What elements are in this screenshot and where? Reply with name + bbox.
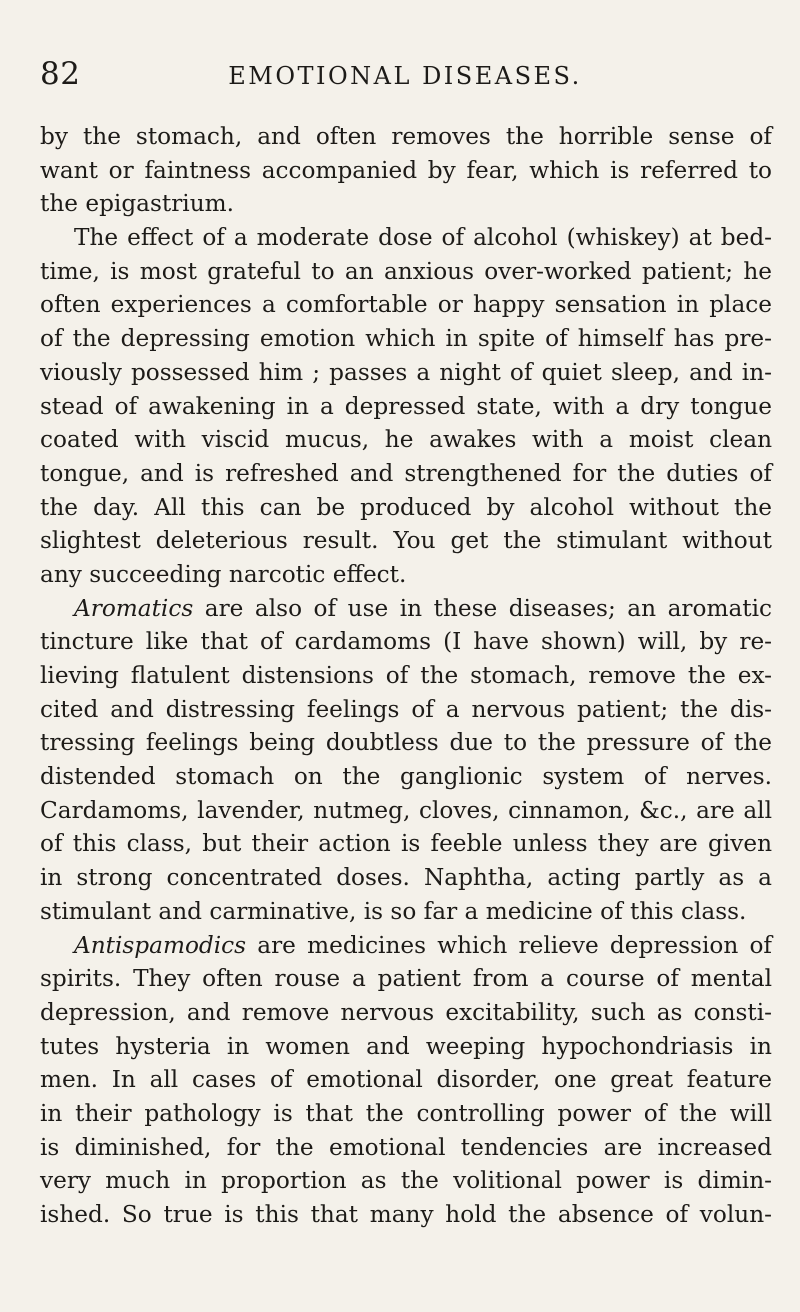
text-line: viously possessed him ; passes a night of quiet sleep, and in-	[40, 358, 772, 386]
running-header	[40, 56, 770, 92]
text-line: very much in proportion as the volitional power is dimin-	[40, 1167, 772, 1195]
text-line: tongue, and is refreshed and strengthened for the duties of	[40, 459, 772, 487]
running-title: EMOTIONAL DISEASES.	[228, 62, 582, 90]
text-line: depression, and remove nervous excitability, such as consti-	[40, 998, 772, 1026]
text-line: time, is most grateful to an anxious over-worked patient; he	[40, 257, 772, 285]
text-line: Cardamoms, lavender, nutmeg, cloves, cinnamon, &c., are all	[40, 796, 772, 824]
text-line: stimulant and carminative, is so far a medicine of this class.	[40, 897, 747, 925]
text-line: spirits. They often rouse a patient from a course of mental	[40, 965, 772, 993]
text-line: lieving flatulent distensions of the stomach, remove the ex-	[40, 662, 772, 689]
text-line: slightest deleterious result. You get the stimulant without	[40, 527, 772, 555]
text-line: men. In all cases of emotional disorder, one great feature	[40, 1066, 772, 1094]
italic-term: Antispamodics	[74, 931, 247, 959]
body-text	[40, 120, 772, 1232]
text-line: Aromatics are also of use in these diseases; an aromatic	[74, 594, 772, 622]
page-number: 82	[40, 56, 81, 92]
text-line: The effect of a moderate dose of alcohol (whiskey) at bed-	[74, 224, 772, 252]
text-line: by the stomach, and often removes the horrible sense of	[40, 123, 772, 150]
text-line: stead of awakening in a depressed state, with a dry tongue	[40, 392, 772, 420]
text-line: distended stomach on the ganglionic system of nerves.	[40, 763, 772, 791]
text-line: cited and distressing feelings of a nervous patient; the dis-	[40, 695, 772, 723]
italic-term: Aromatics	[74, 594, 194, 622]
text-line: want or faintness accompanied by fear, which is referred to	[40, 156, 772, 184]
text-line: in their pathology is that the controlling power of the will	[40, 1099, 772, 1127]
text-line: ished. So true is this that many hold the absence of volun-	[40, 1201, 772, 1228]
text-line: Antispamodics are medicines which relieve depression of	[74, 931, 772, 959]
text-line: coated with viscid mucus, he awakes with a moist clean	[40, 426, 772, 454]
text-line: tressing feelings being doubtless due to the pressure of the	[40, 729, 772, 757]
text-line: often experiences a comfortable or happy sensation in place	[40, 291, 772, 319]
text-line: tutes hysteria in women and weeping hypochondriasis in	[40, 1032, 772, 1060]
text-line: tincture like that of cardamoms (I have shown) will, by re-	[40, 628, 772, 656]
text-line: of the depressing emotion which in spite of himself has pre-	[40, 325, 772, 353]
text-line: of this class, but their action is feeble unless they are given	[40, 830, 772, 858]
text-line: the day. All this can be produced by alcohol without the	[40, 493, 772, 521]
text-line: any succeeding narcotic effect.	[40, 560, 407, 588]
text-line: in strong concentrated doses. Naphtha, acting partly as a	[40, 864, 772, 892]
text-line: the epigastrium.	[40, 190, 235, 218]
text-line: is diminished, for the emotional tendencies are increased	[40, 1133, 772, 1161]
